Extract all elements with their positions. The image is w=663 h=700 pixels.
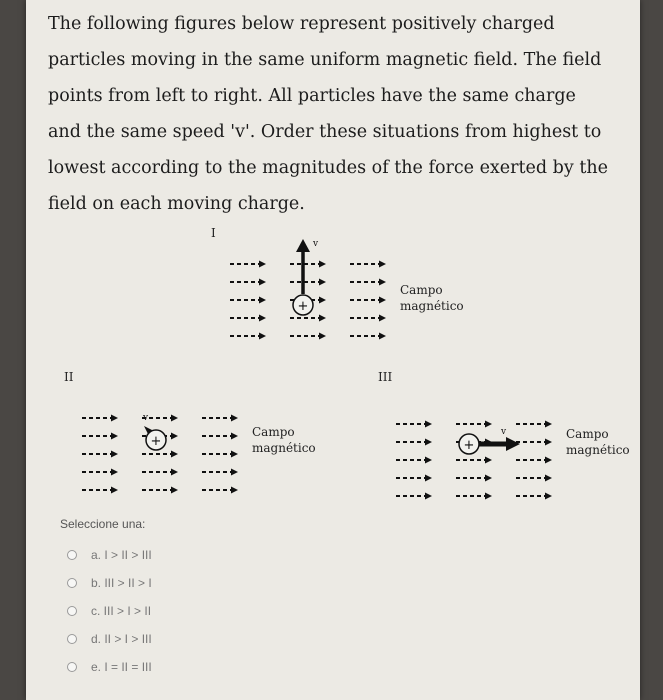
field-arrowhead — [111, 433, 118, 440]
field-arrowhead — [485, 457, 492, 464]
option-d[interactable] — [67, 625, 152, 653]
field-arrowhead — [111, 469, 118, 476]
field-arrowhead — [425, 439, 432, 446]
field-arrowhead — [171, 451, 178, 458]
field-arrowhead — [545, 439, 552, 446]
field-arrowhead — [259, 261, 266, 268]
question-line: lowest according to the magnitudes of the force exerted by the — [48, 158, 608, 178]
field-arrowhead — [171, 469, 178, 476]
field-label-2: Campo magnético — [252, 425, 316, 455]
field-arrowhead — [485, 421, 492, 428]
option-b-radio[interactable] — [67, 578, 77, 588]
field-label-1: Campo magnético — [400, 283, 464, 313]
option-c-radio[interactable] — [67, 606, 77, 616]
field-arrowhead — [259, 279, 266, 286]
field-arrowhead — [231, 433, 238, 440]
field-arrowhead — [319, 279, 326, 286]
figure-3-diagram — [390, 396, 560, 516]
field-arrowhead — [425, 457, 432, 464]
figure-1-label: I — [211, 226, 216, 240]
field-arrowhead — [259, 315, 266, 322]
option-d-label[interactable]: d. II > I > III — [91, 632, 152, 646]
field-arrowhead — [319, 297, 326, 304]
field-arrowhead — [379, 333, 386, 340]
question-line: The following figures below represent positively charged — [48, 14, 555, 34]
charge-symbol: + — [463, 438, 475, 453]
select-prompt: Seleccione una: — [60, 517, 146, 531]
figure-2-label: II — [64, 370, 74, 384]
field-arrowhead — [545, 421, 552, 428]
field-arrowhead — [171, 433, 178, 440]
field-arrowhead — [425, 475, 432, 482]
charge-symbol: + — [150, 434, 162, 449]
velocity-arrowhead — [296, 239, 310, 252]
field-arrowhead — [485, 475, 492, 482]
option-e[interactable] — [67, 653, 152, 681]
question-line: particles moving in the same uniform magnetic field. The field — [48, 50, 602, 70]
field-arrowhead — [171, 487, 178, 494]
option-e-radio[interactable] — [67, 662, 77, 672]
option-c-label[interactable]: c. III > I > II — [91, 604, 152, 618]
magnetic-field-lines — [82, 415, 238, 494]
field-arrowhead — [319, 261, 326, 268]
option-a-radio[interactable] — [67, 550, 77, 560]
option-b[interactable] — [67, 569, 152, 597]
charge-symbol: + — [297, 299, 309, 314]
magnetic-field-lines — [396, 421, 552, 500]
option-d-radio[interactable] — [67, 634, 77, 644]
velocity-label: v — [501, 427, 507, 437]
field-arrowhead — [485, 493, 492, 500]
field-arrowhead — [231, 451, 238, 458]
option-a-label[interactable]: a. I > II > III — [91, 548, 152, 562]
option-e-label[interactable]: e. I = II = III — [91, 660, 152, 674]
field-arrowhead — [379, 315, 386, 322]
field-arrowhead — [111, 451, 118, 458]
field-arrowhead — [545, 493, 552, 500]
figure-2-diagram — [76, 390, 246, 510]
field-arrowhead — [111, 415, 118, 422]
field-arrowhead — [545, 457, 552, 464]
question-sheet — [26, 0, 640, 700]
field-arrowhead — [425, 421, 432, 428]
field-arrowhead — [259, 333, 266, 340]
option-c[interactable] — [67, 597, 152, 625]
question-line: and the same speed 'v'. Order these situations from highest to — [48, 122, 602, 142]
field-arrowhead — [425, 493, 432, 500]
field-label-3: Campo magnético — [566, 427, 630, 457]
field-arrowhead — [111, 487, 118, 494]
question-line: field on each moving charge. — [48, 194, 305, 214]
question-line: points from left to right. All particles have the same charge — [48, 86, 576, 106]
field-arrowhead — [259, 297, 266, 304]
field-arrowhead — [171, 415, 178, 422]
question-text — [48, 6, 628, 222]
field-arrowhead — [231, 487, 238, 494]
field-arrowhead — [231, 469, 238, 476]
field-arrowhead — [231, 415, 238, 422]
field-arrowhead — [319, 315, 326, 322]
field-arrowhead — [379, 297, 386, 304]
field-arrowhead — [319, 333, 326, 340]
field-arrowhead — [545, 475, 552, 482]
figure-3-label: III — [378, 370, 393, 384]
velocity-label: v — [313, 239, 319, 249]
option-a[interactable] — [67, 541, 152, 569]
answer-options — [60, 517, 152, 681]
field-arrowhead — [379, 279, 386, 286]
option-b-label[interactable]: b. III > II > I — [91, 576, 152, 590]
velocity-arrowhead — [506, 437, 520, 451]
velocity-label: v — [143, 413, 149, 423]
field-arrowhead — [379, 261, 386, 268]
figure-1-diagram — [224, 236, 394, 356]
